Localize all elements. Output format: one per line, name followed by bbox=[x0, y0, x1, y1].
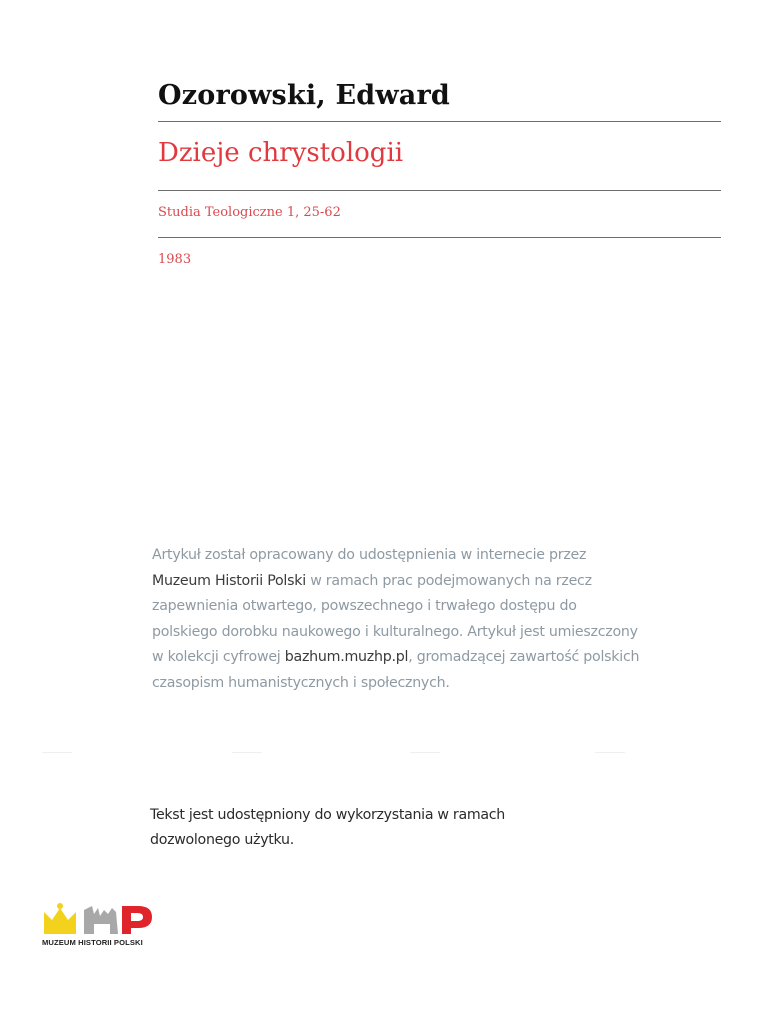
faint-mark bbox=[232, 752, 262, 753]
notice-line: polskiego dorobku naukowego i kulturalnego. Artykuł jest umieszczony bbox=[152, 623, 638, 640]
notice-text: w ramach prac podejmowanych na rzecz bbox=[305, 572, 592, 589]
faint-mark bbox=[595, 752, 625, 753]
faint-mark bbox=[410, 752, 440, 753]
logo-caption: MUZEUM HISTORII POLSKI bbox=[42, 938, 143, 947]
usage-notice bbox=[150, 803, 650, 853]
logo-red-p bbox=[122, 906, 152, 934]
divider-middle bbox=[158, 190, 721, 191]
notice-line bbox=[152, 645, 692, 671]
logo-gray-h bbox=[84, 906, 118, 934]
notice-line: Artykuł został opracowany do udostępnienia w internecie przez bbox=[152, 547, 587, 563]
journal-source: Studia Teologiczne 1, 25-62 bbox=[158, 205, 341, 220]
notice-text: w kolekcji cyfrowej bbox=[152, 649, 285, 666]
notice-line: zapewnienia otwartego, powszechnego i trwałego dostępu do bbox=[152, 598, 577, 615]
divider-top bbox=[158, 121, 721, 122]
usage-line: dozwolonego użytku. bbox=[150, 832, 294, 848]
digitization-notice bbox=[152, 543, 692, 697]
usage-line: Tekst jest udostępniony do wykorzystania w ramach bbox=[150, 807, 505, 823]
bazhum-link[interactable]: bazhum.muzhp.pl bbox=[284, 649, 409, 666]
article-title: Dzieje chrystologii bbox=[158, 138, 404, 168]
author-name: Ozorowski, Edward bbox=[158, 80, 451, 111]
publication-year: 1983 bbox=[158, 252, 192, 267]
logo-yellow-m bbox=[44, 908, 76, 934]
notice-line: czasopism humanistycznych i społecznych. bbox=[152, 674, 450, 691]
divider-bottom bbox=[158, 237, 721, 238]
faint-mark bbox=[42, 752, 72, 753]
notice-text: , gromadzącej zawartość polskich bbox=[408, 649, 640, 666]
museum-link[interactable]: Muzeum Historii Polski bbox=[152, 572, 306, 589]
notice-line bbox=[152, 569, 692, 595]
